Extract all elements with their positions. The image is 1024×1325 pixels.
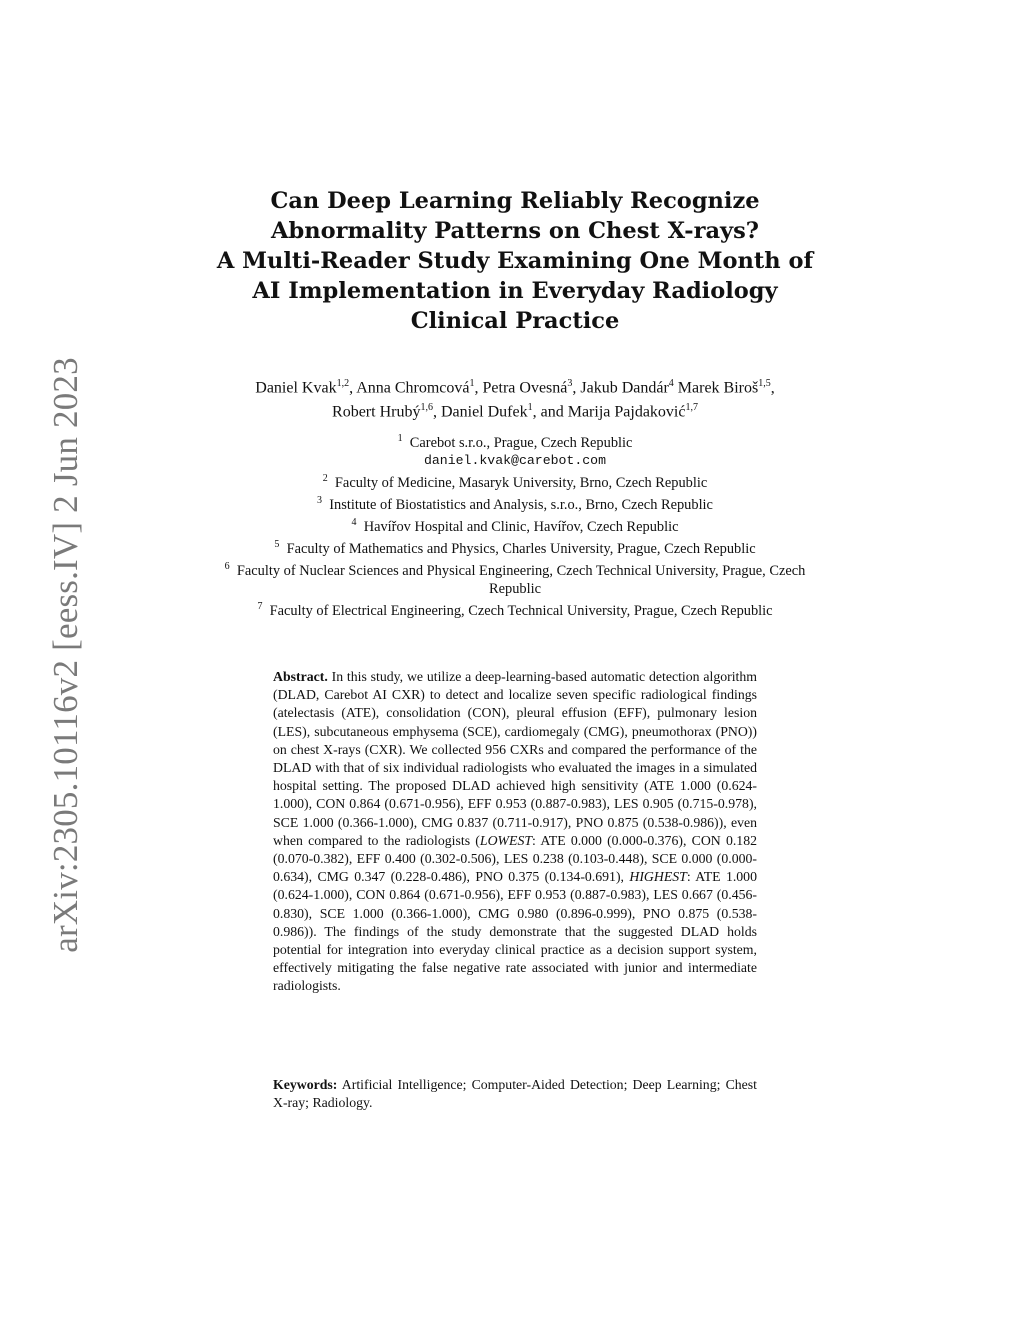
title-line: AI Implementation in Everyday Radiology — [252, 278, 778, 304]
affiliation-text: Faculty of Mathematics and Physics, Charles University, Prague, Czech Republic — [286, 541, 756, 557]
affiliation-number: 2 — [322, 473, 328, 485]
affiliation — [200, 514, 830, 536]
affiliation — [200, 470, 830, 492]
affiliation-number: 3 — [317, 495, 323, 507]
keywords — [273, 1076, 757, 1112]
author-affiliation-marker: 1 — [527, 402, 533, 414]
affiliation-number: 1 — [397, 433, 403, 444]
author-name: Anna Chromcová — [356, 379, 470, 397]
abstract-lowest-label: LOWEST — [479, 832, 533, 848]
abstract-text: In this study, we utilize a deep-learning-based automatic detection algorithm (DLAD, Carebot AI CXR) to detect and localize seven specific radiological findings (atelectasis (ATE), consolidation (CON), pleural effusion (EFF), pulmonary lesion (LES), subcutaneous emphysema (SCE), cardiomegaly (CMG), pneumothorax (PNO)) on chest X-rays (CXR). We collected 956 CXRs and compared the performance of the DLAD with that of six individual radiologists who evaluated the images in a simulated hospital setting. The proposed DLAD achieved high sensitivity (ATE 1.000 (0.624-1.000), CON 0.864 (0.671-0.956), EFF 0.953 (0.887-0.983), LES 0.905 (0.715-0.978), SCE 1.000 (0.366-1.000), CMG 0.837 (0.711-0.917), PNO 0.875 (0.538-0.986)), even when compared to the radiologists ( — [273, 669, 758, 848]
keywords-text: Artificial Intelligence; Computer-Aided Detection; Deep Learning; Chest X-ray; Radiology. — [273, 1077, 757, 1111]
affiliation — [200, 430, 830, 452]
author-affiliation-marker: 1,7 — [685, 402, 698, 414]
affiliation-number: 4 — [351, 517, 357, 529]
affiliation — [200, 536, 830, 558]
affiliation-number: 7 — [257, 601, 263, 613]
abstract-text: : ATE 1.000 (0.624-1.000), CON 0.864 (0.671-0.956), EFF 0.953 (0.887-0.983), LES 0.667 (0.456-0.830), SCE 1.000 (0.366-1.000), CMG 0.980 (0.896-0.999), PNO 0.875 (0.538-0.986)). The findings of the study demonstrate that the suggested DLAD holds potential for integration into everyday clinical practice as a decision support system, effectively mitigating the false negative rate associated with junior and intermediate radiologists. — [273, 869, 757, 994]
affiliation-text: Faculty of Nuclear Sciences and Physical Engineering, Czech Technical University, Prague, Czech Republic — [236, 563, 806, 598]
author-affiliation-marker: 1,2 — [336, 378, 350, 389]
paper-title — [200, 186, 830, 336]
affiliation-number: 5 — [274, 539, 280, 551]
affiliation — [200, 558, 830, 598]
title-line: Can Deep Learning Reliably Recognize — [270, 188, 760, 214]
author-name: Jakub Dandár — [580, 379, 669, 397]
author-name: Robert Hrubý — [332, 403, 421, 421]
affiliation-number: 6 — [224, 561, 230, 573]
author-name: Marek Biroš — [677, 379, 759, 397]
author-affiliation-marker: 4 — [668, 378, 674, 389]
affiliation-text: Faculty of Electrical Engineering, Czech Technical University, Prague, Czech Republic — [269, 603, 773, 620]
affiliation-list — [200, 430, 830, 620]
author-name: Daniel Dufek — [440, 403, 528, 421]
affiliation-text: Institute of Biostatistics and Analysis, s.r.o., Brno, Czech Republic — [329, 497, 713, 513]
author-affiliation-marker: 1,6 — [420, 402, 433, 414]
affiliation — [200, 492, 830, 514]
affiliation-text: Havířov Hospital and Clinic, Havířov, Czech Republic — [363, 519, 679, 535]
author-name: Petra Ovesná — [482, 379, 568, 397]
contact-email[interactable]: daniel.kvak@carebot.com — [423, 453, 607, 468]
author-name: Marija Pajdaković — [567, 403, 686, 421]
affiliation — [200, 598, 830, 620]
author-list: Daniel Kvak$^{1,2}$, Anna Chromcová$^1$, Petra Ovesná$^3$, Jakub Dandár$^4$ Marek Biroš$^{1,5}$, Robert Hrubý$^{1,6}$, Daniel Dufek$^1$, and Marija Pajdaković$^{1,7}$ — [255, 378, 775, 421]
abstract — [273, 668, 757, 996]
affiliation-text: Faculty of Medicine, Masaryk University, Brno, Czech Republic — [334, 475, 708, 491]
author-name: Daniel Kvak — [255, 379, 337, 397]
title-line: Abnormality Patterns on Chest X-rays? — [271, 218, 759, 244]
author-affiliation-marker: 3 — [567, 378, 573, 389]
abstract-text: : ATE 0.000 (0.000-0.376), CON 0.182 (0.070-0.382), EFF 0.400 (0.302-0.506), LES 0.238 (0.103-0.448), SCE 0.000 (0.000-0.634), CMG 0.347 (0.228-0.486), PNO 0.375 (0.134-0.691), — [273, 832, 757, 885]
keywords-label: Keywords: — [273, 1077, 338, 1092]
abstract-highest-label: HIGHEST — [629, 869, 687, 885]
affiliation-text: Carebot s.r.o., Prague, Czech Republic — [409, 434, 633, 451]
title-line: Clinical Practice — [410, 308, 620, 334]
title-line: A Multi-Reader Study Examining One Month of — [216, 248, 814, 274]
author-affiliation-marker: 1,5 — [758, 378, 771, 389]
abstract-label: Abstract. — [273, 669, 328, 684]
arxiv-identifier-stamp: arXiv:2305.10116v2 [eess.IV] 2 Jun 2023 — [46, 357, 85, 953]
author-affiliation-marker: 1 — [469, 378, 475, 389]
